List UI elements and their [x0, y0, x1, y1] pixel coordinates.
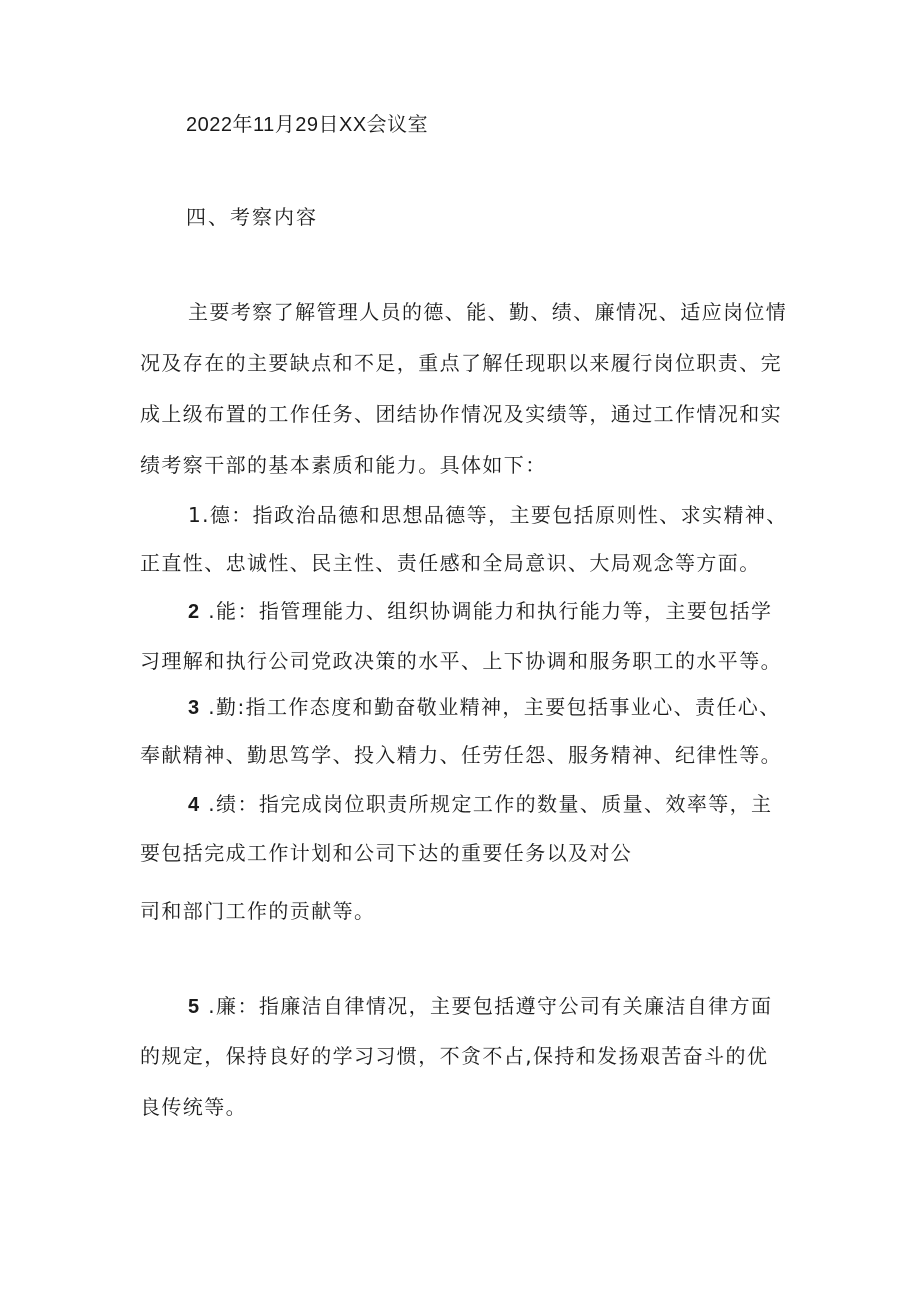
- intro-line-1: 主要考察了解管理人员的德、能、勤、绩、廉情况、适应岗位情: [188, 300, 788, 324]
- item2-line-1: [188, 598, 772, 625]
- item1-line-1: 1.德：指政治品德和思想品德等，主要包括原则性、求实精神、: [188, 503, 788, 527]
- item3-first-text: .勤:指工作态度和勤奋敬业精神，主要包括事业心、责任心、: [208, 695, 781, 719]
- intro-line-4: 绩考察干部的基本素质和能力。具体如下：: [140, 453, 547, 477]
- item2-line-2: 习理解和执行公司党政决策的水平、上下协调和服务职工的水平等。: [140, 649, 782, 673]
- item5-number: 5: [188, 996, 201, 1018]
- item4-line-3: 司和部门工作的贡献等。: [140, 899, 376, 923]
- item5-line-1: [188, 993, 772, 1020]
- item3-number: 3: [188, 697, 201, 719]
- item3-line-2: 奉献精神、勤思笃学、投入精力、任劳任怨、服务精神、纪律性等。: [140, 743, 782, 767]
- item1-line-2: 正直性、忠诚性、民主性、责任感和全局意识、大局观念等方面。: [140, 551, 761, 575]
- item5-line-3: 良传统等。: [140, 1095, 247, 1119]
- item5-line-2: 的规定，保持良好的学习习惯，不贪不占,保持和发扬艰苦奋斗的优: [140, 1044, 769, 1068]
- item2-first-text: .能：指管理能力、组织协调能力和执行能力等，主要包括学: [208, 599, 773, 623]
- intro-line-2: 况及存在的主要缺点和不足，重点了解任现职以来履行岗位职责、完: [140, 351, 782, 375]
- section-heading: 四、考察内容: [186, 205, 318, 229]
- item2-number: 2: [188, 601, 201, 623]
- item5-first-text: .廉：指廉洁自律情况，主要包括遵守公司有关廉洁自律方面: [208, 994, 773, 1018]
- meeting-time-location: 2022年11月29日XX会议室: [186, 114, 429, 136]
- item4-line-1: [188, 791, 772, 818]
- intro-line-3: 成上级布置的工作任务、团结协作情况及实绩等，通过工作情况和实: [140, 402, 782, 426]
- item4-line-2: 要包括完成工作计划和公司下达的重要任务以及对公: [140, 841, 633, 865]
- item4-number: 4: [188, 794, 201, 816]
- item4-first-text: .绩：指完成岗位职责所规定工作的数量、质量、效率等，主: [208, 792, 773, 816]
- item3-line-1: [188, 694, 781, 721]
